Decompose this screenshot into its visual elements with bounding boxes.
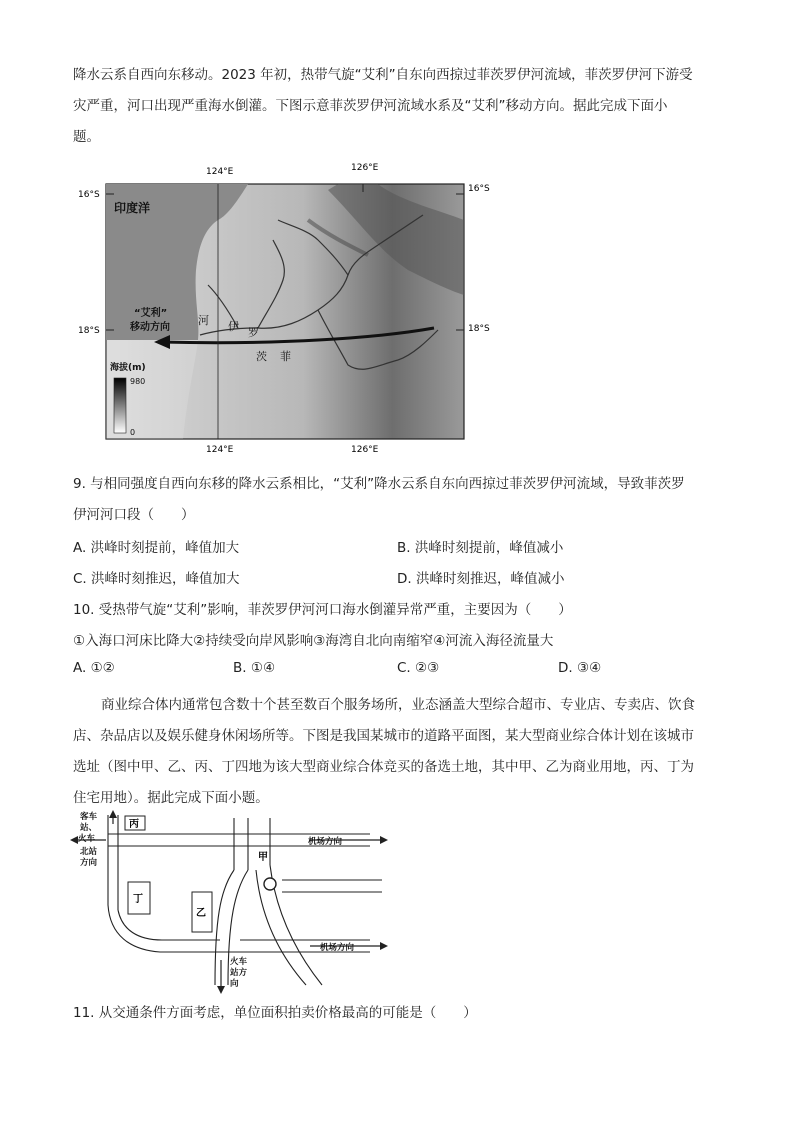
cyclone-label-1: “艾利” <box>134 308 168 319</box>
intro1-line-3: 题。 <box>73 129 100 145</box>
river-char-2: 伊 <box>228 320 239 333</box>
lot-yi-label: 乙 <box>196 908 206 919</box>
left-label-4: 北站 <box>80 847 98 857</box>
legend-min: 0 <box>130 428 136 437</box>
q9-option-d[interactable]: D. 洪峰时刻推迟，峰值减小 <box>397 571 565 587</box>
left-label-3: 火车 <box>78 834 96 844</box>
intro2-line-3: 选址（图中甲、乙、丙、丁四地为该大型商业综合体竞买的备选土地，其中甲、乙为商业用地，丙、丁为 <box>73 759 694 775</box>
lon-bottom-124: 124°E <box>206 445 234 455</box>
intro-paragraph-1 <box>73 60 723 153</box>
q10-stem: 10. 受热带气旋“艾利”影响，菲茨罗伊河河口海水倒灌异常严重，主要因为（ ） <box>73 602 572 618</box>
train-label-1: 火车 <box>230 957 248 967</box>
city-road-map <box>70 810 400 995</box>
fitzroy-basin-map <box>78 160 498 460</box>
roundabout <box>264 878 276 890</box>
q9-option-a[interactable]: A. 洪峰时刻提前，峰值加大 <box>73 540 240 556</box>
lon-top-124: 124°E <box>206 167 234 177</box>
q9-option-c[interactable]: C. 洪峰时刻推迟，峰值加大 <box>73 571 240 587</box>
legend-title: 海拔(m) <box>110 363 146 373</box>
q10-option-a[interactable]: A. ①② <box>73 660 115 676</box>
ocean-label: 印度洋 <box>114 201 151 215</box>
intro2-line-2: 店、杂品店以及娱乐健身休闲场所等。下图是我国某城市的道路平面图，某大型商业综合体计划在该城市 <box>73 728 694 744</box>
river-char-1: 河 <box>198 314 209 327</box>
intro1-line-2: 灾严重，河口出现严重海水倒灌。下图示意菲茨罗伊河流域水系及“艾利”移动方向。据此完成下面小 <box>73 98 668 114</box>
q9-option-b[interactable]: B. 洪峰时刻提前，峰值减小 <box>397 540 564 556</box>
lot-jia-label: 甲 <box>258 852 268 863</box>
train-label-2: 站方 <box>230 968 248 978</box>
left-label-1: 客车 <box>80 812 98 822</box>
q9-stem-line-1: 9. 与相同强度自西向东移的降水云系相比，“艾利”降水云系自东向西掠过菲茨罗伊河流域，导致菲茨罗 <box>73 476 685 492</box>
left-label-2: 站、 <box>80 823 98 833</box>
lot-bing-label: 丙 <box>129 819 139 830</box>
q10-statements: ①入海口河床比降大②持续受向岸风影响③海湾自北向南缩窄④河流入海径流量大 <box>73 633 554 649</box>
lat-right-16: 16°S <box>468 184 490 194</box>
intro-paragraph-2 <box>73 690 725 814</box>
cyclone-label-2: 移动方向 <box>130 322 170 333</box>
q10-option-b[interactable]: B. ①④ <box>233 660 276 676</box>
lat-left-18: 18°S <box>78 326 100 336</box>
river-char-4: 茨 <box>256 350 267 363</box>
legend-max: 980 <box>130 377 146 386</box>
intro2-line-1: 商业综合体内通常包含数十个甚至数百个服务场所，业态涵盖大型综合超市、专业店、专卖店、饮食 <box>101 697 695 713</box>
elevation-legend-bar <box>114 378 126 433</box>
river-char-5: 菲 <box>280 350 291 363</box>
train-label-3: 向 <box>230 979 239 989</box>
airport-top-label: 机场方向 <box>308 837 343 847</box>
river-char-3: 罗 <box>248 326 259 339</box>
lon-bottom-126: 126°E <box>351 445 379 455</box>
left-label-5: 方向 <box>80 858 98 868</box>
lat-left-16: 16°S <box>78 190 100 200</box>
intro2-line-4: 住宅用地）。据此完成下面小题。 <box>73 790 269 806</box>
intro1-line-1: 降水云系自西向东移动。2023 年初，热带气旋“艾利”自东向西掠过菲茨罗伊河流域，菲茨罗伊河下游受 <box>73 67 693 83</box>
lot-ding-label: 丁 <box>133 894 143 905</box>
airport-bottom-label: 机场方向 <box>320 943 355 953</box>
q9-stem-line-2: 伊河河口段（ ） <box>73 507 195 523</box>
lon-top-126: 126°E <box>351 163 379 173</box>
q11-stem: 11. 从交通条件方面考虑，单位面积拍卖价格最高的可能是（ ） <box>73 1005 477 1021</box>
lat-right-18: 18°S <box>468 324 490 334</box>
q10-option-c[interactable]: C. ②③ <box>397 660 440 676</box>
q10-option-d[interactable]: D. ③④ <box>558 660 602 676</box>
